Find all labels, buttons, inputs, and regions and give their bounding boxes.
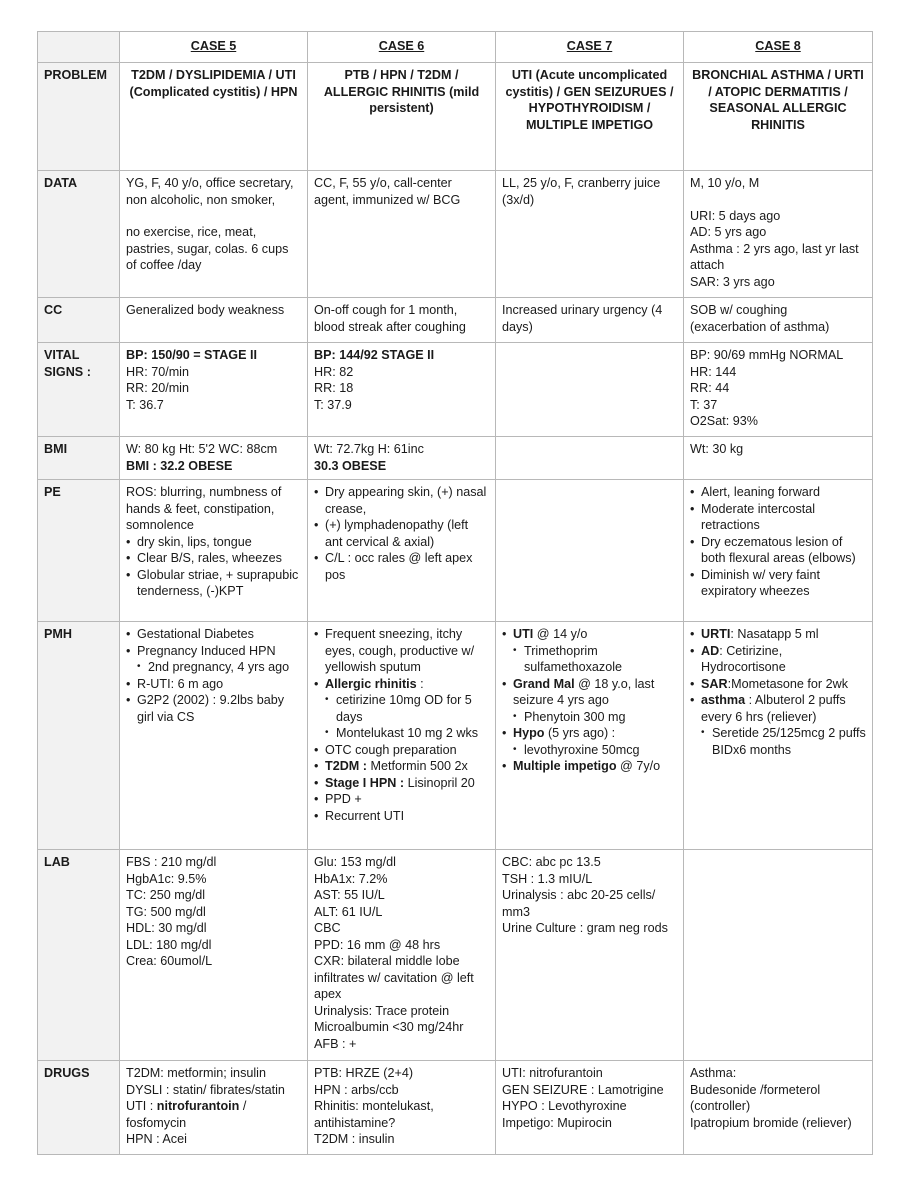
list-subitem: • Seretide 25/125mcg 2 puffs BIDx6 months [690,725,866,758]
data-text: Asthma : 2 yrs ago, last yr last attach [690,241,859,272]
pe-case-5 [120,480,308,622]
cc-case-7: Increased urinary urgency (4 days) [496,298,684,343]
pe-intro: ROS: blurring, numbness of hands & feet, constipation, somnolence [126,485,282,532]
lab-case-7 [496,850,684,1061]
data-case-7 [496,171,684,298]
vital-line: RR: 18 [314,381,354,395]
lab-line: TG: 500 mg/dl [126,904,206,919]
lab-line: PPD: 16 mm @ 48 hrs [314,937,441,952]
list-item: • Moderate intercostal retractions [690,501,866,534]
pe-case-7 [496,480,684,622]
cc-case-8: SOB w/ coughing (exacerbation of asthma) [684,298,873,343]
list-item [502,725,677,742]
item-key: Stage I HPN : [325,775,405,790]
lab-line: LDL: 180 mg/dl [126,937,212,952]
vital-line: HR: 144 [690,364,737,379]
item-value: (5 yrs ago) : [544,726,616,740]
item-key: Allergic rhinitis [325,676,417,691]
list-item: • OTC cough preparation [314,742,489,759]
bmi-case-7 [496,437,684,480]
list-item [502,676,677,709]
list-item: • Gestational Diabetes [126,626,301,643]
item-value: :Mometasone for 2wk [727,676,848,691]
item-value: : Cetirizine, Hydrocortisone [701,643,786,674]
item-value: @ 18 y.o, last seizure 4 yrs ago [513,676,655,707]
drug-line: Ipatropium bromide (reliever) [690,1115,852,1130]
item-value: Lisinopril 20 [404,775,475,790]
pe-case-8 [684,480,873,622]
vital-line: T: 36.7 [126,397,164,412]
lab-line: HbA1x: 7.2% [314,871,388,886]
vital-line: HR: 82 [314,364,354,379]
drugs-case-5 [120,1061,308,1155]
item-key: asthma [701,693,746,707]
drug-line: GEN SEIZURE : Lamotrigine [502,1082,664,1097]
list-item: • PPD + [314,791,489,808]
data-text: LL, 25 y/o, F, cranberry juice (3x/d) [502,176,661,207]
drugs-row [38,1061,873,1155]
lab-line: AST: 55 IU/L [314,888,385,902]
vitals-case-5 [120,343,308,437]
pe-row [38,480,873,622]
bmi-label: BMI [38,437,120,480]
list-item: • Globular striae, + suprapubic tenderness, (-)KPT [126,567,301,600]
drugs-label: DRUGS [38,1061,120,1155]
problem-case-8: BRONCHIAL ASTHMA / URTI / ATOPIC DERMATITIS / SEASONAL ALLERGIC RHINITIS [684,63,873,171]
vitals-case-7 [496,343,684,437]
lab-line: TC: 250 mg/dl [126,888,206,902]
vital-line: BP: 90/69 mmHg NORMAL [690,348,844,362]
lab-line: Urinalysis: Trace protein [314,1003,450,1018]
problem-row [38,63,873,171]
list-subitem: • levothyroxine 50mcg [502,742,677,759]
list-item: • R-UTI: 6 m ago [126,676,301,693]
list-item: • (+) lymphadenopathy (left ant cervical & axial) [314,517,489,550]
vital-line: RR: 20/min [126,381,189,395]
list-item: • Frequent sneezing, itchy eyes, cough, productive w/ yellowish sputum [314,626,489,676]
case-8-header: CASE 8 [684,32,873,63]
list-item: • dry skin, lips, tongue [126,534,301,551]
drug-line: HYPO : Levothyroxine [502,1099,627,1113]
data-text: SAR: 3 yrs ago [690,274,775,289]
vitals-case-8 [684,343,873,437]
lab-case-8 [684,850,873,1061]
list-item [502,758,677,775]
item-key: AD [701,643,720,658]
vital-line: T: 37 [690,397,718,412]
data-text: URI: 5 days ago [690,208,781,223]
item-key: Grand Mal [513,676,575,691]
list-item [314,775,489,792]
list-item: • Clear B/S, rales, wheezes [126,550,301,567]
item-value: : [416,676,424,691]
data-text: M, 10 y/o, M [690,176,760,190]
list-subitem: • cetirizine 10mg OD for 5 days [314,692,489,725]
drug-line: PTB: HRZE (2+4) [314,1066,414,1080]
case-5-header: CASE 5 [120,32,308,63]
header-corner-cell [38,32,120,63]
cc-case-6: On-off cough for 1 month, blood streak after coughing [308,298,496,343]
list-subitem: • 2nd pregnancy, 4 yrs ago [126,659,301,676]
pmh-row [38,622,873,850]
lab-line: CBC: abc pc 13.5 [502,855,601,869]
lab-case-5 [120,850,308,1061]
vitals-label: VITAL SIGNS : [38,343,120,437]
lab-row [38,850,873,1061]
list-item [314,676,489,693]
item-value: : Nasatapp 5 ml [730,627,819,641]
case-comparison-table [37,31,873,1155]
lab-line: Crea: 60umol/L [126,954,213,968]
data-text: no exercise, rice, meat, pastries, sugar, colas. 6 cups of coffee /day [126,225,289,272]
item-value: : Albuterol 2 puffs every 6 hrs (reliever) [701,693,846,724]
lab-label: LAB [38,850,120,1061]
list-item: • C/L : occ rales @ left apex pos [314,550,489,583]
item-key: Multiple impetigo [513,759,617,773]
vital-line: BP: 144/92 STAGE II [314,348,435,362]
drugs-case-6 [308,1061,496,1155]
drug-suffix: / fosfomycin [126,1099,247,1130]
drug-line: T2DM: metformin; insulin [126,1066,266,1080]
header-row [38,32,873,63]
data-case-6 [308,171,496,298]
vital-line: BP: 150/90 = STAGE II [126,348,258,362]
drug-key: nitrofurantoin [156,1099,240,1113]
cc-label: CC [38,298,120,343]
list-subitem: • Trimethoprim sulfamethoxazole [502,643,677,676]
lab-line: Urinalysis : abc 20-25 cells/ mm3 [502,888,656,919]
list-item [690,692,866,725]
list-item [502,626,677,643]
list-subitem: • Montelukast 10 mg 2 wks [314,725,489,742]
lab-line: FBS : 210 mg/dl [126,855,217,869]
drug-line [126,1098,301,1131]
bmi-line: 30.3 OBESE [314,458,387,473]
problem-case-6: PTB / HPN / T2DM / ALLERGIC RHINITIS (mild persistent) [308,63,496,171]
data-text: CC, F, 55 y/o, call-center agent, immunized w/ BCG [314,176,461,207]
pmh-case-6 [308,622,496,850]
item-value: @ 14 y/o [533,627,588,641]
list-item: • Dry eczematous lesion of both flexural areas (elbows) [690,534,866,567]
drug-line: Budesonide /formeterol (controller) [690,1082,821,1113]
bmi-case-6 [308,437,496,480]
data-case-5 [120,171,308,298]
lab-line: CBC [314,921,341,935]
drug-line: DYSLI : statin/ fibrates/statin [126,1082,285,1097]
data-text: AD: 5 yrs ago [690,225,767,239]
drug-line: Impetigo: Mupirocin [502,1115,612,1130]
pmh-label: PMH [38,622,120,850]
list-item: • Pregnancy Induced HPN [126,643,301,660]
list-item: • Dry appearing skin, (+) nasal crease, [314,484,489,517]
bmi-case-8: Wt: 30 kg [684,437,873,480]
drug-line: HPN : arbs/ccb [314,1082,399,1097]
bmi-line: BMI : 32.2 OBESE [126,458,233,473]
cc-row [38,298,873,343]
lab-line: CXR: bilateral middle lobe infiltrates w/ cavitation @ left apex [314,954,474,1001]
list-item: • G2P2 (2002) : 9.2lbs baby girl via CS [126,692,301,725]
lab-line: Microalbumin <30 mg/24hr [314,1020,464,1034]
item-value: Metformin 500 2x [366,759,468,773]
list-item [690,626,866,643]
list-item [314,758,489,775]
problem-case-5: T2DM / DYSLIPIDEMIA / UTI (Complicated cystitis) / HPN [120,63,308,171]
lab-line: Urine Culture : gram neg rods [502,921,668,935]
pmh-case-7 [496,622,684,850]
vitals-row [38,343,873,437]
drug-prefix: UTI : [126,1099,157,1113]
lab-line: HDL: 30 mg/dl [126,921,207,935]
data-text: YG, F, 40 y/o, office secretary, non alcoholic, non smoker, [126,176,294,207]
data-case-8 [684,171,873,298]
list-item: • Diminish w/ very faint expiratory wheezes [690,567,866,600]
drugs-case-8 [684,1061,873,1155]
bmi-line: W: 80 kg Ht: 5'2 WC: 88cm [126,442,278,456]
case-6-header: CASE 6 [308,32,496,63]
lab-case-6 [308,850,496,1061]
vital-line: O2Sat: 93% [690,414,758,428]
pmh-case-5 [120,622,308,850]
lab-line: TSH : 1.3 mIU/L [502,871,593,886]
item-value: @ 7y/o [616,759,661,773]
drug-line: Asthma: [690,1066,737,1080]
bmi-case-5 [120,437,308,480]
list-item [690,643,866,676]
item-key: SAR [701,676,728,691]
item-key: T2DM : [325,759,367,773]
list-item: • Recurrent UTI [314,808,489,825]
vitals-case-6 [308,343,496,437]
pe-label: PE [38,480,120,622]
case-7-header: CASE 7 [496,32,684,63]
drug-line: HPN : Acei [126,1132,187,1146]
list-item [690,676,866,693]
drug-line: T2DM : insulin [314,1132,395,1146]
lab-line: HgbA1c: 9.5% [126,871,207,886]
problem-case-7: UTI (Acute uncomplicated cystitis) / GEN SEIZURUES / HYPOTHYROIDISM / MULTIPLE IMPETIGO [496,63,684,171]
bmi-row [38,437,873,480]
cc-case-5: Generalized body weakness [120,298,308,343]
drugs-case-7 [496,1061,684,1155]
lab-line: ALT: 61 IU/L [314,904,383,919]
data-label: DATA [38,171,120,298]
drug-line: Rhinitis: montelukast, antihistamine? [314,1099,434,1130]
vital-line: RR: 44 [690,381,730,395]
vital-line: HR: 70/min [126,364,189,379]
item-key: Hypo [513,726,545,740]
pmh-case-8 [684,622,873,850]
problem-label: PROBLEM [38,63,120,171]
lab-line: Glu: 153 mg/dl [314,855,396,869]
lab-line: AFB : + [314,1036,357,1051]
drug-line: UTI: nitrofurantoin [502,1066,603,1080]
item-key: UTI [513,627,534,641]
list-item: • Alert, leaning forward [690,484,866,501]
vital-line: T: 37.9 [314,397,352,412]
data-row [38,171,873,298]
bmi-line: Wt: 72.7kg H: 61inc [314,442,424,456]
pe-case-6 [308,480,496,622]
item-key: URTI [701,627,731,641]
list-subitem: • Phenytoin 300 mg [502,709,677,726]
